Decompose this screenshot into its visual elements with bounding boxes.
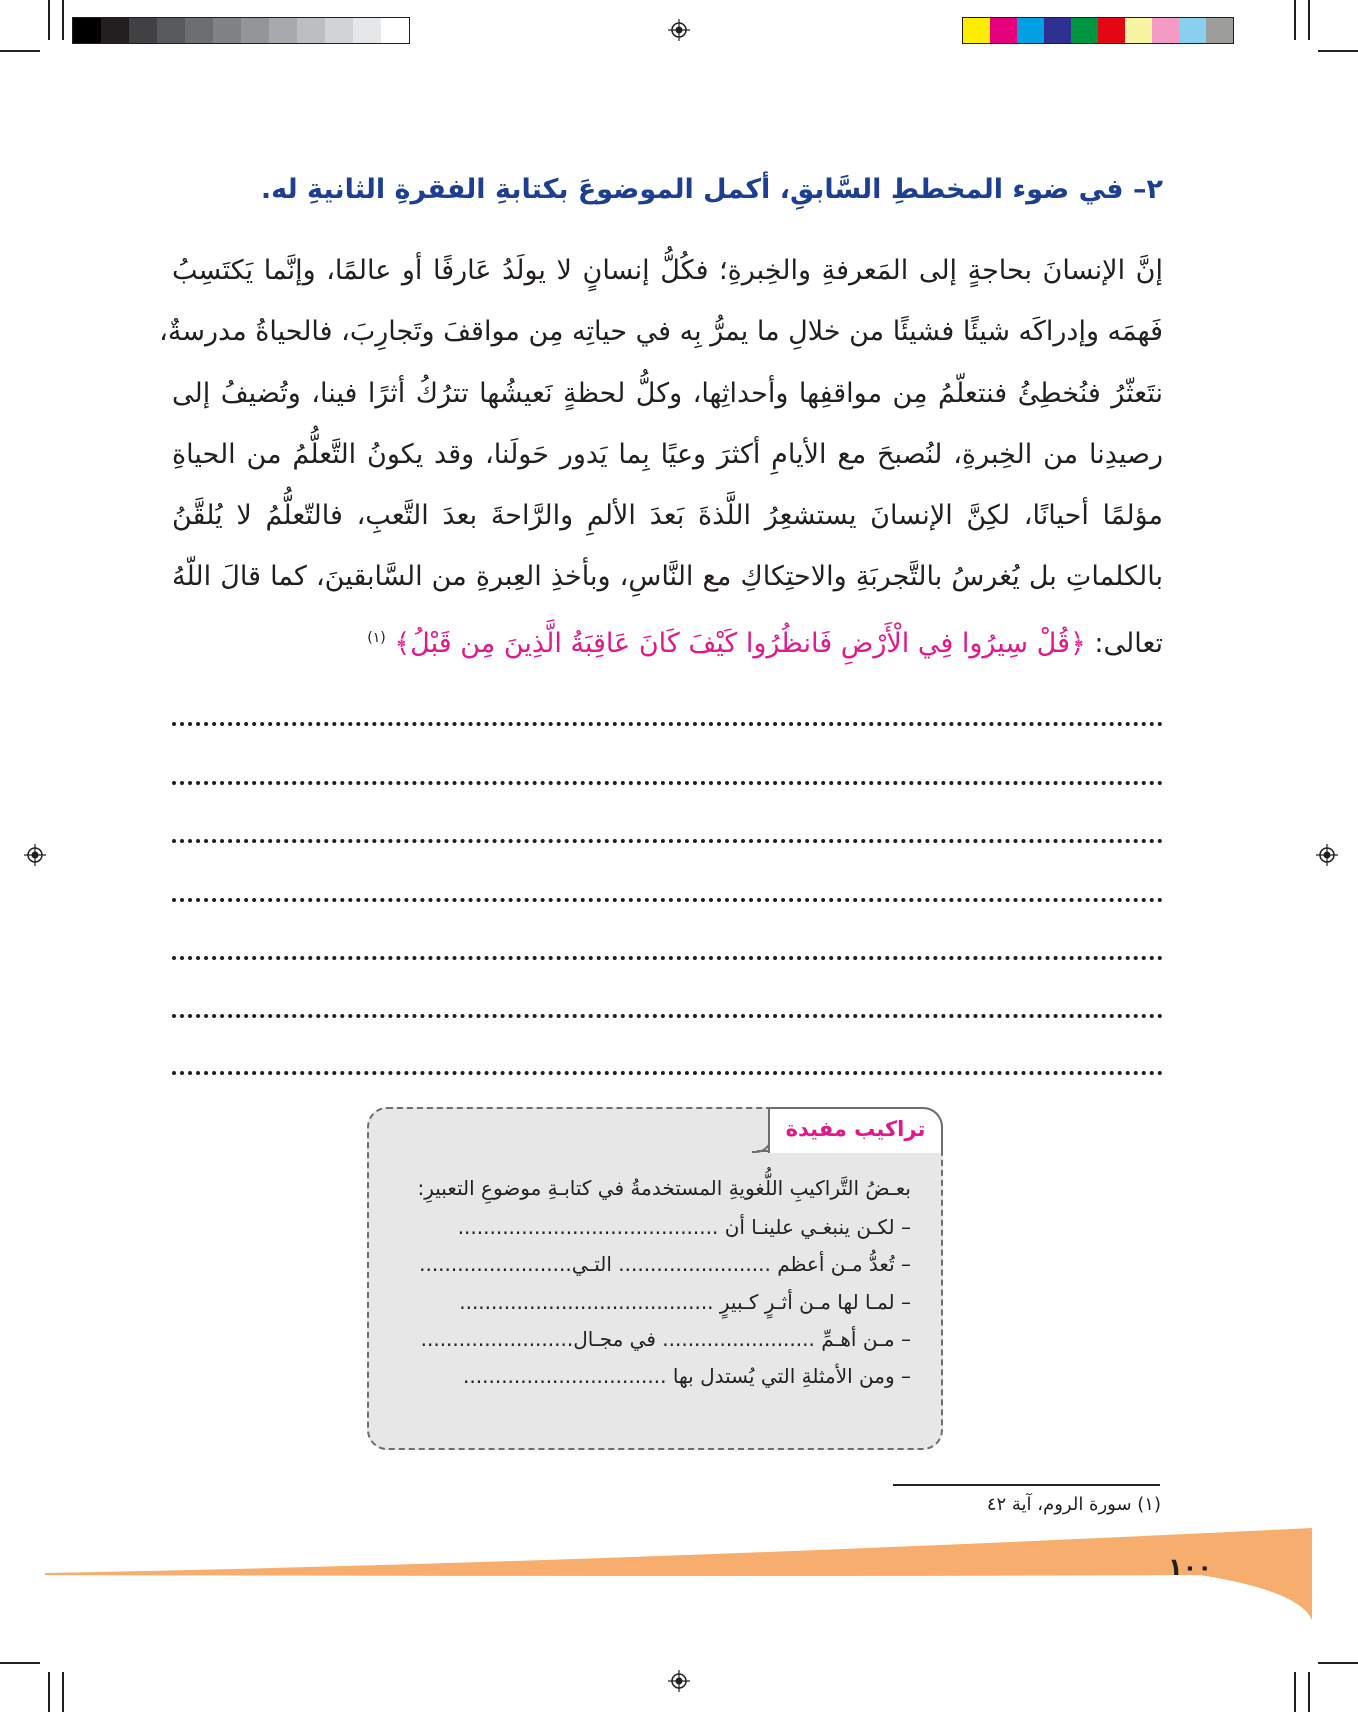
writing-line[interactable] bbox=[172, 956, 1163, 960]
color-swatch bbox=[1206, 18, 1233, 43]
phrase-dots[interactable]: ........................ bbox=[618, 1252, 771, 1276]
gray-swatch bbox=[353, 18, 381, 43]
paragraph-line: بالكلماتِ بل يُغرسُ بالتَّجربَةِ والاحتِكاكِ مع النَّاسِ، وبأخذِ العِبرةِ من السَّابقينَ، كما قالَ اللّهُ bbox=[172, 561, 1163, 593]
paragraph-prefix: تعالى: bbox=[1085, 627, 1163, 659]
phrase-text: – لمـا لها مـن أثـرٍ كـبيرٍ bbox=[719, 1290, 911, 1314]
paragraph bbox=[159, 240, 1163, 674]
footnote-rule bbox=[893, 1484, 1160, 1486]
writing-line[interactable] bbox=[172, 1071, 1163, 1075]
phrase-dots[interactable]: ........................ bbox=[419, 1252, 572, 1276]
footnote-marker: (١) bbox=[367, 629, 386, 646]
gray-swatch bbox=[269, 18, 297, 43]
gray-swatch bbox=[325, 18, 353, 43]
writing-line[interactable] bbox=[172, 1014, 1163, 1018]
gray-swatch bbox=[185, 18, 213, 43]
phrase-item bbox=[391, 1252, 911, 1276]
color-swatch bbox=[990, 18, 1017, 43]
phrase-item bbox=[391, 1364, 911, 1388]
writing-line[interactable] bbox=[172, 839, 1163, 843]
page-number: ١٠٠ bbox=[1168, 1553, 1212, 1581]
gray-swatch bbox=[129, 18, 157, 43]
phrase-item bbox=[391, 1215, 911, 1239]
crop-mark-top-right-h bbox=[1318, 50, 1358, 52]
color-swatch bbox=[1098, 18, 1125, 43]
grayscale-calibration-bar bbox=[72, 17, 410, 44]
phrase-text-2: التـي bbox=[571, 1252, 612, 1276]
footnote: (١) سورة الروم، آية ٤٢ bbox=[986, 1494, 1161, 1515]
gray-swatch bbox=[241, 18, 269, 43]
color-swatch bbox=[1152, 18, 1179, 43]
paragraph-line: إنَّ الإنسانَ بحاجةٍ إلى المَعرفةِ والخِبرةِ؛ فكُلُّ إنسانٍ لا يولَدُ عَارفًا أو عالمًا، وإنَّما يَكتَسِبُ bbox=[172, 255, 1163, 286]
phrase-text: – ومن الأمثلةِ التي يُستدل بها bbox=[672, 1364, 911, 1388]
crop-mark-inner-bottom-left bbox=[62, 1672, 64, 1712]
phrase-item bbox=[391, 1290, 911, 1314]
phrase-dots[interactable]: ........................ bbox=[420, 1327, 574, 1351]
crop-mark-bottom-left-h bbox=[0, 1662, 40, 1664]
crop-mark-inner-bottom-right bbox=[1294, 1672, 1296, 1712]
crop-mark-top-left-v bbox=[48, 0, 50, 40]
useful-phrases-box bbox=[367, 1107, 943, 1450]
color-swatch bbox=[1044, 18, 1071, 43]
gray-swatch bbox=[213, 18, 241, 43]
box-intro: بعـضُ التَّراكيبِ اللُّغويةِ المستخدمةُ في كتابـةِ موضوعِ التعبيرِ: bbox=[417, 1176, 911, 1200]
crop-mark-inner-top-left bbox=[62, 0, 64, 40]
phrase-item bbox=[391, 1327, 911, 1351]
crop-mark-bottom-left-v bbox=[48, 1672, 50, 1712]
paragraph-line: فَهمَه وإدراكَه شيئًا فشيئًا من خلالِ ما يمرُّ بِه في حياتِه مِن مواقفَ وتَجارِبَ، فالحياةُ مدرسةٌ، bbox=[159, 316, 1163, 348]
gray-swatch bbox=[381, 18, 409, 43]
gray-swatch bbox=[73, 18, 101, 43]
phrase-dots[interactable]: ................................ bbox=[463, 1364, 667, 1388]
gray-swatch bbox=[157, 18, 185, 43]
gray-swatch bbox=[101, 18, 129, 43]
crop-mark-inner-top-right bbox=[1294, 0, 1296, 40]
phrase-text-2: في مجـال bbox=[573, 1327, 656, 1351]
color-calibration-bar bbox=[962, 17, 1234, 44]
exercise-heading: ٢– في ضوء المخططِ السَّابقِ، أكمل الموضوعَ بكتابةِ الفقرةِ الثانيةِ له. bbox=[260, 174, 1163, 205]
phrase-dots[interactable]: ........................ bbox=[662, 1327, 815, 1351]
phrase-text: – مـن أهـمِّ bbox=[821, 1327, 911, 1351]
paragraph-line: رصيدِنا من الخِبرةِ، لنُصبحَ مع الأيامِ أكثرَ وعيًا بِما يَدور حَولَنا، وقد يكونُ التَّعلُّمُ من الحياةِ bbox=[172, 438, 1163, 470]
color-swatch bbox=[1071, 18, 1098, 43]
registration-mark-left-icon bbox=[24, 844, 46, 866]
color-swatch bbox=[963, 18, 990, 43]
crop-mark-top-right-v bbox=[1308, 0, 1310, 40]
phrase-dots[interactable]: ........................................ bbox=[459, 1290, 714, 1314]
crop-mark-bottom-right-v bbox=[1308, 1672, 1310, 1712]
quran-verse: ﴿قُلْ سِيرُوا فِي الْأَرْضِ فَانظُرُوا كَيْفَ كَانَ عَاقِبَةُ الَّذِينَ مِن قَبْلُ﴾ bbox=[394, 627, 1086, 659]
paragraph-line: نتَعثّرُ فنُخطِئُ فنتعلّمُ مِن مواقفِها وأحداثِها، وكلُّ لحظةٍ نَعيشُها تترُكُ أثرًا فينا، وتُضيفُ إلى bbox=[172, 377, 1163, 409]
writing-line[interactable] bbox=[172, 722, 1163, 726]
registration-mark-right-icon bbox=[1316, 844, 1338, 866]
phrase-dots[interactable]: ......................................... bbox=[457, 1215, 719, 1239]
registration-mark-bottom-icon bbox=[668, 1670, 690, 1692]
crop-mark-bottom-right-h bbox=[1318, 1662, 1358, 1664]
useful-phrases-tab: تراكيب مفيدة bbox=[768, 1107, 943, 1153]
color-swatch bbox=[1179, 18, 1206, 43]
paragraph-line: مؤلمًا أحيانًا، لكِنَّ الإنسانَ يستشعِرُ اللَّذةَ بَعدَ الألمِ والرَّاحةَ بعدَ التَّعبِ، فالتّعلُّمُ لا يُلقَّنُ bbox=[172, 500, 1163, 532]
gray-swatch bbox=[297, 18, 325, 43]
writing-line[interactable] bbox=[172, 781, 1163, 785]
phrase-text: – تُعدُّ مـن أعظم bbox=[777, 1252, 911, 1276]
writing-line[interactable] bbox=[172, 898, 1163, 902]
color-swatch bbox=[1125, 18, 1152, 43]
color-swatch bbox=[1017, 18, 1044, 43]
phrase-text: – لكـن ينبغـي علينـا أن bbox=[724, 1215, 911, 1239]
crop-mark-top-left-h bbox=[0, 50, 40, 52]
paragraph-last-line bbox=[172, 608, 1163, 674]
registration-mark-top-icon bbox=[668, 19, 690, 41]
